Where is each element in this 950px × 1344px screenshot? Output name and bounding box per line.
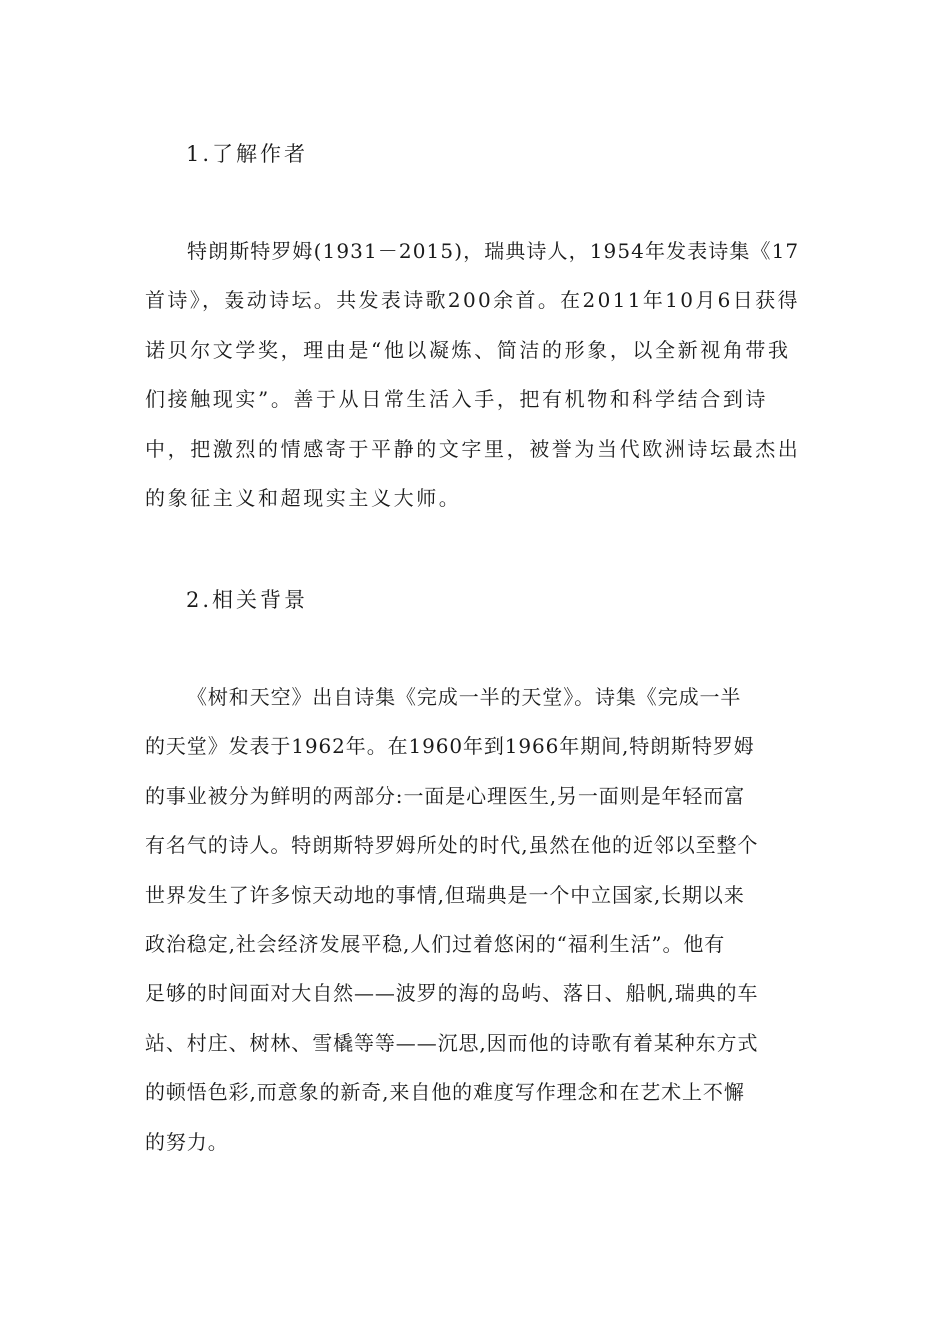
section-heading-author: 1.了解作者 xyxy=(186,142,309,166)
paragraph-line: 的事业被分为鲜明的两部分:一面是心理医生,另一面则是年轻而富 xyxy=(145,783,746,808)
paragraph-line: 首诗》，轰动诗坛。共发表诗歌200余首。在2011年10月6日获得 xyxy=(145,288,800,313)
paragraph-line: 站、村庄、树林、雪橇等等——沉思,因而他的诗歌有着某种东方式 xyxy=(145,1030,759,1055)
paragraph-line: 特朗斯特罗姆(1931－2015)，瑞典诗人，1954年发表诗集《17 xyxy=(187,239,800,263)
section-heading-background: 2.相关背景 xyxy=(186,588,309,612)
background-paragraph xyxy=(145,682,807,1176)
paragraph-line: 的象征主义和超现实主义大师。 xyxy=(145,485,462,510)
paragraph-line: 中，把激烈的情感寄于平静的文字里，被誉为当代欧洲诗坛最杰出 xyxy=(145,436,801,461)
paragraph-line: 世界发生了许多惊天动地的事情,但瑞典是一个中立国家,长期以来 xyxy=(145,882,745,907)
paragraph-line: 诺贝尔文学奖，理由是“他以凝炼、简洁的形象，以全新视角带我 xyxy=(145,337,791,362)
author-paragraph xyxy=(145,236,807,532)
paragraph-line: 政治稳定,社会经济发展平稳,人们过着悠闲的“福利生活”。他有 xyxy=(145,931,726,956)
paragraph-line: 的顿悟色彩,而意象的新奇,来自他的难度写作理念和在艺术上不懈 xyxy=(145,1080,745,1105)
paragraph-line: 足够的时间面对大自然——波罗的海的岛屿、落日、船帆,瑞典的车 xyxy=(145,981,759,1006)
paragraph-line: 《树和天空》出自诗集《完成一半的天堂》。诗集《完成一半 xyxy=(187,685,742,709)
paragraph-line: 们接触现实”。善于从日常生活入手，把有机物和科学结合到诗 xyxy=(145,387,769,412)
paragraph-line: 的天堂》发表于1962年。在1960年到1966年期间,特朗斯特罗姆 xyxy=(145,734,755,759)
paragraph-line: 的努力。 xyxy=(145,1129,229,1154)
paragraph-line: 有名气的诗人。特朗斯特罗姆所处的时代,虽然在他的近邻以至整个 xyxy=(145,833,759,858)
